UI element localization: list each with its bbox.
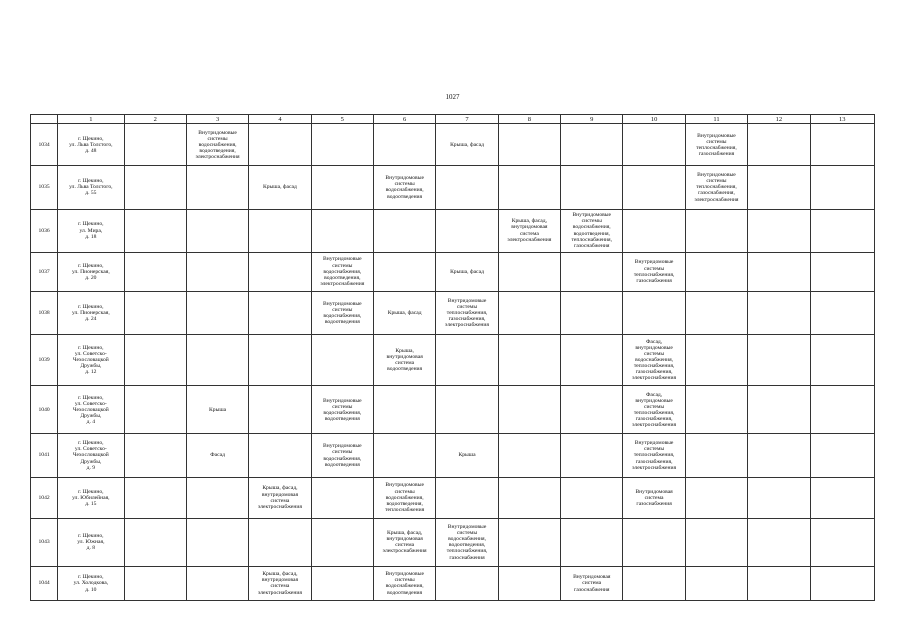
work-cell bbox=[498, 252, 560, 291]
work-cell bbox=[748, 566, 810, 600]
table-body bbox=[31, 115, 875, 601]
work-cell bbox=[124, 566, 186, 600]
work-cell: Внутридомовая система газоснабжения bbox=[561, 566, 623, 600]
work-cell bbox=[124, 124, 186, 166]
work-cell: Крыша, фасад bbox=[249, 166, 311, 209]
work-cell bbox=[685, 434, 747, 477]
row-number-cell: 1042 bbox=[31, 477, 58, 518]
work-cell bbox=[561, 252, 623, 291]
work-cell bbox=[186, 166, 248, 209]
work-cell bbox=[249, 291, 311, 334]
work-cell bbox=[685, 518, 747, 566]
work-cell bbox=[186, 477, 248, 518]
address-cell: г. Щекино, ул. Советско- Чехословацкой Дружбы, д. 9 bbox=[58, 434, 124, 477]
work-cell bbox=[748, 434, 810, 477]
work-cell bbox=[748, 291, 810, 334]
work-cell bbox=[373, 209, 435, 252]
row-number-cell: 1035 bbox=[31, 166, 58, 209]
work-cell: Фасад, внутридомовые системы теплоснабжения, газоснабжения, электроснабжения bbox=[623, 386, 685, 434]
work-cell bbox=[748, 518, 810, 566]
work-cell bbox=[561, 518, 623, 566]
work-cell bbox=[186, 566, 248, 600]
work-cell bbox=[810, 124, 875, 166]
work-cell bbox=[436, 334, 498, 385]
row-number-cell: 1038 bbox=[31, 291, 58, 334]
work-cell bbox=[810, 434, 875, 477]
address-cell: г. Щекино, ул. Советско- Чехословацкой Дружбы, д. 12 bbox=[58, 334, 124, 385]
header-cell: 2 bbox=[124, 115, 186, 124]
row-number-cell: 1043 bbox=[31, 518, 58, 566]
work-cell: Внутридомовые системы водоснабжения, водоотведения, теплоснабжения, газоснабжения bbox=[436, 518, 498, 566]
row-number-cell: 1044 bbox=[31, 566, 58, 600]
work-cell bbox=[623, 124, 685, 166]
work-cell bbox=[186, 252, 248, 291]
work-cell bbox=[311, 518, 373, 566]
work-cell bbox=[561, 386, 623, 434]
table-row bbox=[31, 434, 875, 477]
work-cell bbox=[748, 209, 810, 252]
work-cell: Фасад, внутридомовые системы водоснабжения, теплоснабжения, газоснабжения, электроснабжения bbox=[623, 334, 685, 385]
work-cell bbox=[124, 518, 186, 566]
work-cell bbox=[124, 252, 186, 291]
work-cell bbox=[436, 166, 498, 209]
work-cell bbox=[748, 477, 810, 518]
work-cell bbox=[498, 166, 560, 209]
work-cell bbox=[249, 124, 311, 166]
work-cell bbox=[249, 386, 311, 434]
work-cell: Внутридомовые системы теплоснабжения, газоснабжения bbox=[685, 124, 747, 166]
work-cell: Внутридомовые системы водоснабжения, водоотведения, электроснабжения bbox=[186, 124, 248, 166]
work-cell: Внутридомовые системы теплоснабжения, газоснабжения bbox=[623, 252, 685, 291]
work-cell: Внутридомовые системы водоснабжения, водоотведения, электроснабжения bbox=[311, 252, 373, 291]
work-cell bbox=[810, 209, 875, 252]
table-row bbox=[31, 252, 875, 291]
work-cell bbox=[186, 209, 248, 252]
work-cell: Крыша bbox=[186, 386, 248, 434]
work-cell bbox=[810, 252, 875, 291]
work-cell bbox=[436, 209, 498, 252]
work-cell bbox=[311, 166, 373, 209]
table-row bbox=[31, 477, 875, 518]
work-cell bbox=[373, 252, 435, 291]
work-cell bbox=[561, 334, 623, 385]
work-cell bbox=[498, 334, 560, 385]
address-cell: г. Щекино, ул. Пионерская, д. 20 bbox=[58, 252, 124, 291]
work-cell bbox=[436, 386, 498, 434]
work-cell bbox=[498, 477, 560, 518]
work-cell bbox=[810, 291, 875, 334]
work-cell bbox=[124, 334, 186, 385]
work-cell bbox=[186, 334, 248, 385]
header-cell: 3 bbox=[186, 115, 248, 124]
work-cell bbox=[124, 386, 186, 434]
work-cell bbox=[561, 477, 623, 518]
work-cell bbox=[748, 386, 810, 434]
work-cell bbox=[748, 124, 810, 166]
work-cell bbox=[810, 477, 875, 518]
header-cell: 7 bbox=[436, 115, 498, 124]
work-cell: Крыша, внутридомовая система водоотведения bbox=[373, 334, 435, 385]
work-cell: Внутридомовые системы водоснабжения, водоотведения, теплоснабжения bbox=[373, 477, 435, 518]
table-row bbox=[31, 566, 875, 600]
header-cell-num bbox=[31, 115, 58, 124]
work-cell bbox=[810, 518, 875, 566]
work-cell bbox=[748, 334, 810, 385]
header-cell: 10 bbox=[623, 115, 685, 124]
work-cell: Внутридомовые системы теплоснабжения, газоснабжения, электроснабжения bbox=[623, 434, 685, 477]
table-row bbox=[31, 166, 875, 209]
work-cell: Внутридомовые системы водоснабжения, водоотведения bbox=[311, 386, 373, 434]
work-cell bbox=[810, 166, 875, 209]
work-cell bbox=[311, 209, 373, 252]
work-cell: Внутридомовые системы водоснабжения, водоотведения bbox=[373, 166, 435, 209]
header-row bbox=[31, 115, 875, 124]
address-cell: г. Щекино, ул. Льва Толстого, д. 48 bbox=[58, 124, 124, 166]
work-cell bbox=[124, 434, 186, 477]
work-cell: Крыша, фасад, внутридомовая система электроснабжения bbox=[249, 477, 311, 518]
work-cell: Внутридомовые системы водоснабжения, водоотведения bbox=[373, 566, 435, 600]
row-number-cell: 1040 bbox=[31, 386, 58, 434]
work-cell: Крыша, фасад, внутридомовая система электроснабжения bbox=[249, 566, 311, 600]
work-cell bbox=[498, 291, 560, 334]
work-cell bbox=[561, 124, 623, 166]
work-cell bbox=[249, 252, 311, 291]
work-cell bbox=[623, 209, 685, 252]
work-cell bbox=[124, 209, 186, 252]
table-row bbox=[31, 386, 875, 434]
work-cell: Крыша, фасад bbox=[436, 252, 498, 291]
work-cell bbox=[373, 434, 435, 477]
work-cell bbox=[623, 166, 685, 209]
work-cell: Фасад bbox=[186, 434, 248, 477]
row-number-cell: 1034 bbox=[31, 124, 58, 166]
work-cell bbox=[748, 166, 810, 209]
work-cell bbox=[186, 291, 248, 334]
address-cell: г. Щекино, ул. Южная, д. 8 bbox=[58, 518, 124, 566]
work-cell: Внутридомовые системы теплоснабжения, газоснабжения, электроснабжения bbox=[685, 166, 747, 209]
work-cell bbox=[249, 434, 311, 477]
work-cell bbox=[498, 434, 560, 477]
work-cell bbox=[561, 166, 623, 209]
work-cell bbox=[685, 566, 747, 600]
header-cell: 4 bbox=[249, 115, 311, 124]
address-cell: г. Щекино, ул. Пионерская, д. 24 bbox=[58, 291, 124, 334]
work-cell bbox=[436, 566, 498, 600]
work-cell: Крыша, фасад bbox=[436, 124, 498, 166]
table-row bbox=[31, 334, 875, 385]
work-cell bbox=[186, 518, 248, 566]
row-number-cell: 1037 bbox=[31, 252, 58, 291]
table-row bbox=[31, 209, 875, 252]
row-number-cell: 1036 bbox=[31, 209, 58, 252]
work-cell bbox=[685, 386, 747, 434]
header-cell: 13 bbox=[810, 115, 875, 124]
work-cell bbox=[498, 386, 560, 434]
work-cell bbox=[685, 252, 747, 291]
work-cell bbox=[311, 477, 373, 518]
work-cell bbox=[124, 291, 186, 334]
address-cell: г. Щекино, ул. Юбилейная, д. 15 bbox=[58, 477, 124, 518]
work-cell: Внутридомовые системы водоснабжения, водоотведения bbox=[311, 434, 373, 477]
row-number-cell: 1039 bbox=[31, 334, 58, 385]
work-cell: Внутридомовые системы водоснабжения, водоотведения bbox=[311, 291, 373, 334]
work-cell bbox=[561, 434, 623, 477]
header-cell: 11 bbox=[685, 115, 747, 124]
work-cell bbox=[685, 209, 747, 252]
work-cell bbox=[810, 386, 875, 434]
work-cell: Внутридомовые системы теплоснабжения, газоснабжения, электроснабжения bbox=[436, 291, 498, 334]
header-cell: 8 bbox=[498, 115, 560, 124]
work-cell bbox=[249, 334, 311, 385]
table-row bbox=[31, 518, 875, 566]
header-cell: 5 bbox=[311, 115, 373, 124]
work-cell bbox=[498, 518, 560, 566]
work-cell bbox=[124, 477, 186, 518]
work-cell bbox=[685, 291, 747, 334]
header-cell: 1 bbox=[58, 115, 124, 124]
header-cell: 6 bbox=[373, 115, 435, 124]
work-cell bbox=[436, 477, 498, 518]
work-cell bbox=[249, 209, 311, 252]
address-cell: г. Щекино, ул. Льва Толстого, д. 55 bbox=[58, 166, 124, 209]
repair-schedule-table bbox=[30, 114, 875, 601]
work-cell bbox=[311, 566, 373, 600]
address-cell: г. Щекино, ул. Мира, д. 18 bbox=[58, 209, 124, 252]
work-cell: Крыша bbox=[436, 434, 498, 477]
work-cell bbox=[685, 334, 747, 385]
address-cell: г. Щекино, ул. Советско- Чехословацкой Дружбы, д. 4 bbox=[58, 386, 124, 434]
table-row bbox=[31, 124, 875, 166]
work-cell: Внутридомовая система газоснабжения bbox=[623, 477, 685, 518]
work-cell bbox=[748, 252, 810, 291]
work-cell: Крыша, фасад bbox=[373, 291, 435, 334]
row-number-cell: 1041 bbox=[31, 434, 58, 477]
address-cell: г. Щекино, ул. Холодкова, д. 10 bbox=[58, 566, 124, 600]
header-cell: 9 bbox=[561, 115, 623, 124]
work-cell bbox=[810, 334, 875, 385]
work-cell bbox=[623, 291, 685, 334]
header-cell: 12 bbox=[748, 115, 810, 124]
work-cell bbox=[498, 124, 560, 166]
work-cell bbox=[311, 334, 373, 385]
work-cell bbox=[311, 124, 373, 166]
work-cell bbox=[373, 386, 435, 434]
work-cell bbox=[685, 477, 747, 518]
work-cell bbox=[124, 166, 186, 209]
work-cell bbox=[810, 566, 875, 600]
work-cell bbox=[623, 566, 685, 600]
page-number: 1027 bbox=[445, 93, 460, 101]
work-cell: Крыша, фасад, внутридомовая система электроснабжения bbox=[373, 518, 435, 566]
work-cell bbox=[498, 566, 560, 600]
work-cell bbox=[373, 124, 435, 166]
work-cell bbox=[623, 518, 685, 566]
work-cell bbox=[249, 518, 311, 566]
work-cell bbox=[561, 291, 623, 334]
table-row bbox=[31, 291, 875, 334]
work-cell: Крыша, фасад, внутридомовая система электроснабжения bbox=[498, 209, 560, 252]
work-cell: Внутридомовые системы водоснабжения, водоотведения, теплоснабжения, газоснабжения bbox=[561, 209, 623, 252]
